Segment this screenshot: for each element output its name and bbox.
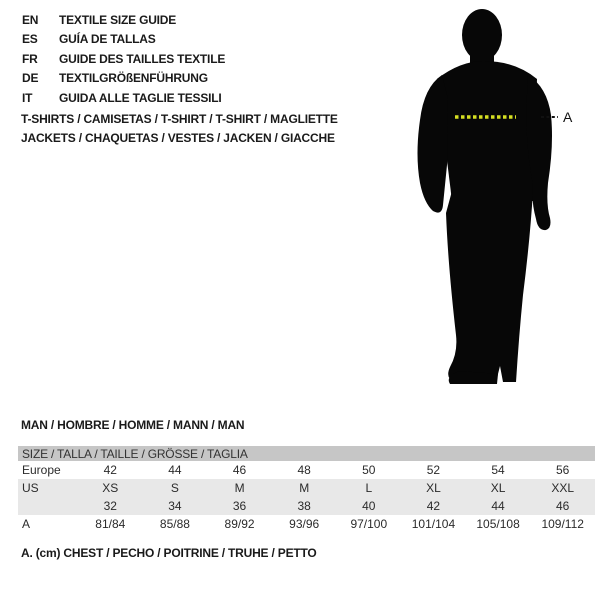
category-jackets: JACKETS / CHAQUETAS / VESTES / JACKEN / GIACCHE [21,131,335,145]
cell: L [337,479,402,497]
row-label [18,497,78,515]
table-row-chest-a [18,515,595,533]
language-code: DE [22,71,39,86]
cell: 85/88 [159,517,190,531]
cell: 105/108 [476,517,520,531]
cell: 56 [556,463,570,477]
cell: 44 [168,463,182,477]
cell: 40 [337,497,402,515]
table-row-numeric [18,497,595,515]
row-label: US [18,479,78,497]
language-code: FR [22,51,38,66]
size-table [18,446,595,533]
language-row [22,11,225,30]
cell: 34 [143,497,208,515]
cell: 46 [530,497,595,515]
size-table-header: SIZE / TALLA / TAILLE / GRÖSSE / TAGLIA [18,446,595,461]
cell: M [272,479,337,497]
man-silhouette-figure [400,5,595,395]
language-row [22,30,225,49]
language-title: GUÍA DE TALLAS [59,32,156,47]
cell: 38 [272,497,337,515]
cell: 42 [103,463,117,477]
language-list [22,11,225,108]
cell: S [143,479,208,497]
cell: 97/100 [350,517,388,531]
category-tshirts: T-SHIRTS / CAMISETAS / T-SHIRT / T-SHIRT / MAGLIETTE [21,112,338,126]
section-title-man: MAN / HOMBRE / HOMME / MANN / MAN [21,418,245,432]
cell: 101/104 [411,517,456,531]
cell: XS [78,479,143,497]
measure-label-a: A [563,109,573,125]
silhouette-shape [418,9,553,384]
cell: XXL [530,479,595,497]
cell: M [207,479,272,497]
size-table-container [18,446,595,533]
cell: 42 [401,497,466,515]
man-silhouette-svg [400,5,595,395]
language-title: GUIDA ALLE TAGLIE TESSILI [59,90,222,105]
language-code: IT [22,90,33,105]
row-label: Europe [22,463,61,477]
cell: XL [466,479,531,497]
cell: 81/84 [95,517,126,531]
language-row [22,50,225,69]
cell: 44 [466,497,531,515]
language-title: TEXTILE SIZE GUIDE [59,13,177,27]
table-row-us [18,479,595,497]
measure-footnote: A. (cm) CHEST / PECHO / POITRINE / TRUHE / PETTO [21,546,317,560]
cell: 50 [362,463,376,477]
cell: 89/92 [224,517,255,531]
cell: 46 [232,463,247,477]
cell: 48 [297,463,311,477]
cell: 109/112 [541,517,584,531]
cell: 93/96 [289,517,320,531]
row-label: A [22,517,31,531]
size-table-header-row [18,446,595,461]
language-title: GUIDE DES TAILLES TEXTILE [59,51,226,66]
language-title: TEXTILGRÖßENFÜHRUNG [59,71,208,86]
table-row-europe [18,461,595,479]
language-row [22,69,225,88]
cell: 52 [426,463,441,477]
language-code: EN [22,13,39,27]
category-list [21,110,338,148]
cell: 54 [491,463,505,477]
cell: 32 [78,497,143,515]
language-row [22,89,225,108]
language-code: ES [22,32,38,47]
cell: XL [401,479,466,497]
cell: 36 [207,497,272,515]
